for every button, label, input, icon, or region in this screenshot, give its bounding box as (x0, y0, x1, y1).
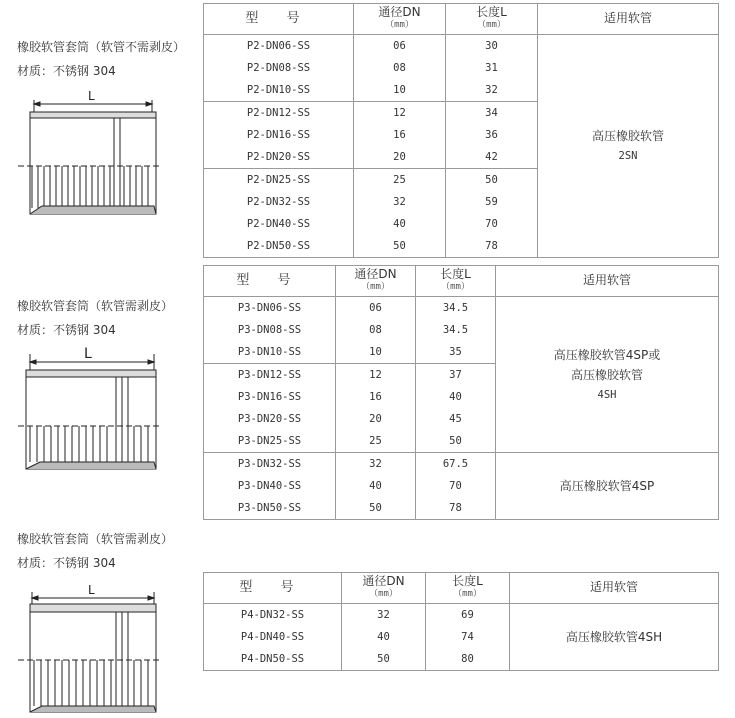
applic-cell: 高压橡胶软管4SH (510, 604, 719, 671)
table-cell: 40 (416, 386, 496, 408)
table-cell: 25 (336, 430, 416, 453)
section-2-title: 橡胶软管套筒（软管需剥皮） (17, 299, 174, 313)
header-dn: 通径DN （mm） (354, 4, 446, 35)
table-cell: P3-DN50-SS (204, 497, 336, 520)
header-model: 型 号 (204, 573, 342, 604)
table-cell: 34 (446, 102, 538, 125)
length-label: L (88, 90, 95, 103)
table-cell: 12 (336, 364, 416, 387)
sleeve-drawing-1 (12, 90, 162, 222)
table-cell: 30 (446, 35, 538, 58)
sleeve-drawing-2 (12, 342, 162, 476)
table-cell: 10 (336, 341, 416, 364)
table-cell: 25 (354, 169, 446, 192)
table-cell: 42 (446, 146, 538, 169)
table-cell: 16 (336, 386, 416, 408)
table-row (204, 297, 719, 320)
table-cell: 32 (446, 79, 538, 102)
table-cell: 40 (342, 626, 426, 648)
table-cell: 36 (446, 124, 538, 146)
spec-table-1 (203, 3, 719, 258)
table-cell: P2-DN16-SS (204, 124, 354, 146)
applic-cell: 高压橡胶软管 2SN (538, 35, 719, 258)
section-2-material: 材质：不锈钢 304 (17, 323, 116, 337)
table-cell: 08 (354, 57, 446, 79)
table-cell: P2-DN50-SS (204, 235, 354, 258)
section-1-material: 材质：不锈钢 304 (17, 64, 116, 78)
table-cell: 78 (416, 497, 496, 520)
sleeve-drawing-3 (12, 584, 162, 718)
table-cell: P2-DN08-SS (204, 57, 354, 79)
header-model: 型 号 (204, 266, 336, 297)
spec-table-3 (203, 572, 719, 671)
table-cell: 70 (416, 475, 496, 497)
table-cell: 45 (416, 408, 496, 430)
table-cell: 31 (446, 57, 538, 79)
table-cell: 20 (354, 146, 446, 169)
table-cell: 35 (416, 341, 496, 364)
section-1-title: 橡胶软管套筒（软管不需剥皮） (17, 40, 186, 54)
table-cell: 34.5 (416, 319, 496, 341)
table-cell: P2-DN40-SS (204, 213, 354, 235)
table-cell: 32 (342, 604, 426, 627)
header-length: 长度L （mm） (416, 266, 496, 297)
table-cell: P2-DN10-SS (204, 79, 354, 102)
table-header-row (204, 573, 719, 604)
table-cell: 74 (426, 626, 510, 648)
table-cell: 06 (336, 297, 416, 320)
section-3-title: 橡胶软管套筒（软管需剥皮） (17, 532, 174, 546)
header-applic: 适用软管 (510, 573, 719, 604)
table-cell: P2-DN06-SS (204, 35, 354, 58)
table-cell: P2-DN12-SS (204, 102, 354, 125)
table-row (204, 604, 719, 627)
table-cell: 10 (354, 79, 446, 102)
header-dn: 通径DN （mm） (336, 266, 416, 297)
table-cell: P3-DN25-SS (204, 430, 336, 453)
applic-cell: 高压橡胶软管4SP (496, 453, 719, 520)
table-cell: P3-DN08-SS (204, 319, 336, 341)
table-cell: P3-DN20-SS (204, 408, 336, 430)
table-cell: P3-DN32-SS (204, 453, 336, 476)
table-cell: 50 (342, 648, 426, 671)
length-label: L (84, 346, 92, 362)
table-cell: P3-DN12-SS (204, 364, 336, 387)
table-cell: 50 (446, 169, 538, 192)
table-cell: 08 (336, 319, 416, 341)
table-cell: P2-DN25-SS (204, 169, 354, 192)
table-cell: P3-DN10-SS (204, 341, 336, 364)
header-model: 型 号 (204, 4, 354, 35)
applic-cell: 高压橡胶软管4SP或 高压橡胶软管 4SH (496, 297, 719, 453)
table-cell: 50 (336, 497, 416, 520)
header-applic: 适用软管 (496, 266, 719, 297)
header-length: 长度L （mm） (426, 573, 510, 604)
table-cell: 20 (336, 408, 416, 430)
table-cell: 59 (446, 191, 538, 213)
table-cell: 78 (446, 235, 538, 258)
table-cell: P3-DN40-SS (204, 475, 336, 497)
table-cell: 40 (336, 475, 416, 497)
spec-table-2 (203, 265, 719, 520)
table-cell: 32 (354, 191, 446, 213)
table-cell: 69 (426, 604, 510, 627)
table-cell: 16 (354, 124, 446, 146)
table-cell: P3-DN06-SS (204, 297, 336, 320)
table-header-row (204, 266, 719, 297)
header-applic: 适用软管 (538, 4, 719, 35)
table-header-row (204, 4, 719, 35)
table-cell: 67.5 (416, 453, 496, 476)
table-cell: P4-DN40-SS (204, 626, 342, 648)
table-row (204, 35, 719, 58)
table-cell: 34.5 (416, 297, 496, 320)
table-cell: 70 (446, 213, 538, 235)
table-cell: P4-DN32-SS (204, 604, 342, 627)
header-length: 长度L （mm） (446, 4, 538, 35)
length-label: L (88, 584, 95, 597)
section-3-material: 材质：不锈钢 304 (17, 556, 116, 570)
table-cell: P3-DN16-SS (204, 386, 336, 408)
table-cell: 32 (336, 453, 416, 476)
table-cell: P2-DN20-SS (204, 146, 354, 169)
table-cell: 37 (416, 364, 496, 387)
table-cell: 80 (426, 648, 510, 671)
table-cell: 50 (416, 430, 496, 453)
table-cell: P2-DN32-SS (204, 191, 354, 213)
table-cell: 12 (354, 102, 446, 125)
table-row (204, 453, 719, 476)
table-cell: P4-DN50-SS (204, 648, 342, 671)
table-cell: 40 (354, 213, 446, 235)
table-cell: 06 (354, 35, 446, 58)
header-dn: 通径DN （mm） (342, 573, 426, 604)
table-cell: 50 (354, 235, 446, 258)
